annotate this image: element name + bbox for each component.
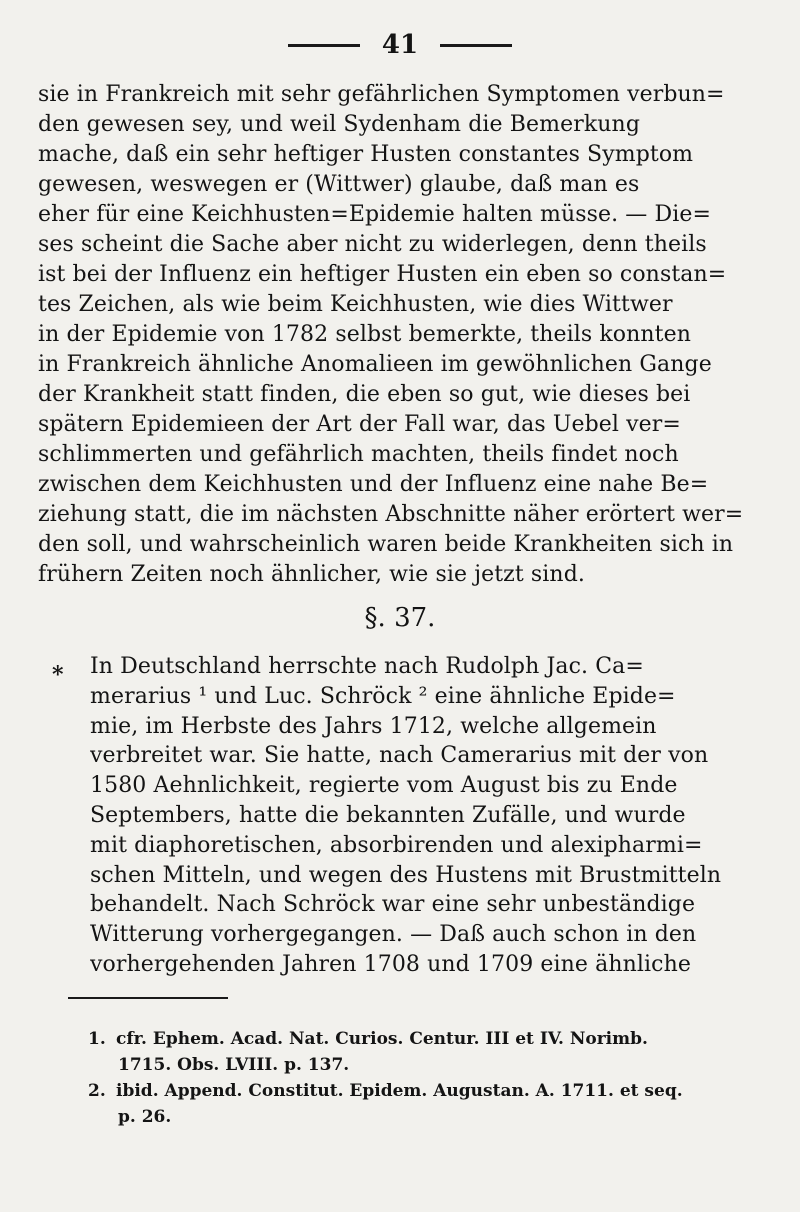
text-line: in Frankreich ähnliche Anomalieen im gewöhnlichen Gange [38,352,712,377]
text-line: eher für eine Keichhusten=Epidemie halten müsse. — Die= [38,202,712,227]
header-rule-right [440,44,512,47]
text-line: behandelt. Nach Schröck war eine sehr unbeständige [90,892,696,918]
star-mark: * [52,662,64,688]
text-line: schlimmerten und gefährlich machten, theils findet noch [38,442,679,467]
paragraph-1 [38,80,743,590]
text-line: in der Epidemie von 1782 selbst bemerkte, theils konnten [38,322,691,347]
text-line: gewesen, weswegen er (Wittwer) glaube, daß man es [38,172,640,197]
footnote-number: 1. [88,1029,106,1049]
text-line: ziehung statt, die im nächsten Abschnitte näher erörtert wer= [38,502,743,527]
text-line: mit diaphoretischen, absorbirenden und alexipharmi= [90,832,703,858]
footnote-text: p. 26. [118,1107,172,1127]
section-heading: §. 37. [364,603,436,633]
footnote [90,1078,740,1130]
text-line: den gewesen sey, und weil Sydenham die Bemerkung [38,112,641,137]
text-line: spätern Epidemieen der Art der Fall war, das Uebel ver= [38,412,681,437]
text-line: ist bei der Influenz ein heftiger Husten ein eben so constan= [38,262,727,287]
footnote-number: 2. [88,1081,106,1101]
text-line: der Krankheit statt finden, die eben so gut, wie dieses bei [38,382,691,407]
footnote-text: cfr. Ephem. Acad. Nat. Curios. Centur. III et IV. Norimb. [116,1029,648,1049]
text-line: zwischen dem Keichhusten und der Influenz eine nahe Be= [38,472,709,497]
text-line: mache, daß ein sehr heftiger Husten constantes Symptom [38,142,694,167]
footnotes [90,1026,740,1130]
text-line: Septembers, hatte die bekannten Zufälle, und wurde [90,802,686,828]
page-number: 41 [381,30,419,60]
text-line: frühern Zeiten noch ähnlicher, wie sie jetzt sind. [38,562,585,587]
text-line: mie, im Herbste des Jahrs 1712, welche allgemein [90,713,657,739]
text-line: merarius ¹ und Luc. Schröck ² eine ähnliche Epide= [90,683,676,709]
page-header [0,28,800,62]
text-line: den soll, und wahrscheinlich waren beide Krankheiten sich in [38,532,734,557]
text-line: ses scheint die Sache aber nicht zu widerlegen, denn theils [38,232,707,257]
footnote-text: 1715. Obs. LVIII. p. 137. [118,1055,350,1075]
text-line: tes Zeichen, als wie beim Keichhusten, wie dies Wittwer [38,292,673,317]
text-line: 1580 Aehnlichkeit, regierte vom August bis zu Ende [90,773,678,799]
footnote-rule [68,997,228,999]
header-rule-left [288,44,360,47]
text-line: In Deutschland herrschte nach Rudolph Jac. Ca= [90,654,644,679]
footnote-text: ibid. Append. Constitut. Epidem. Augustan. A. 1711. et seq. [116,1081,683,1101]
footnote [90,1026,740,1078]
text-line: schen Mitteln, und wegen des Hustens mit Brustmitteln [90,862,722,888]
text-line: Witterung vorhergegangen. — Daß auch schon in den [90,922,697,948]
text-line: sie in Frankreich mit sehr gefährlichen Symptomen verbun= [38,82,725,107]
text-line: verbreitet war. Sie hatte, nach Camerarius mit der von [90,743,709,769]
paragraph-2 [90,652,750,980]
text-line: vorhergehenden Jahren 1708 und 1709 eine ähnliche [90,951,691,977]
